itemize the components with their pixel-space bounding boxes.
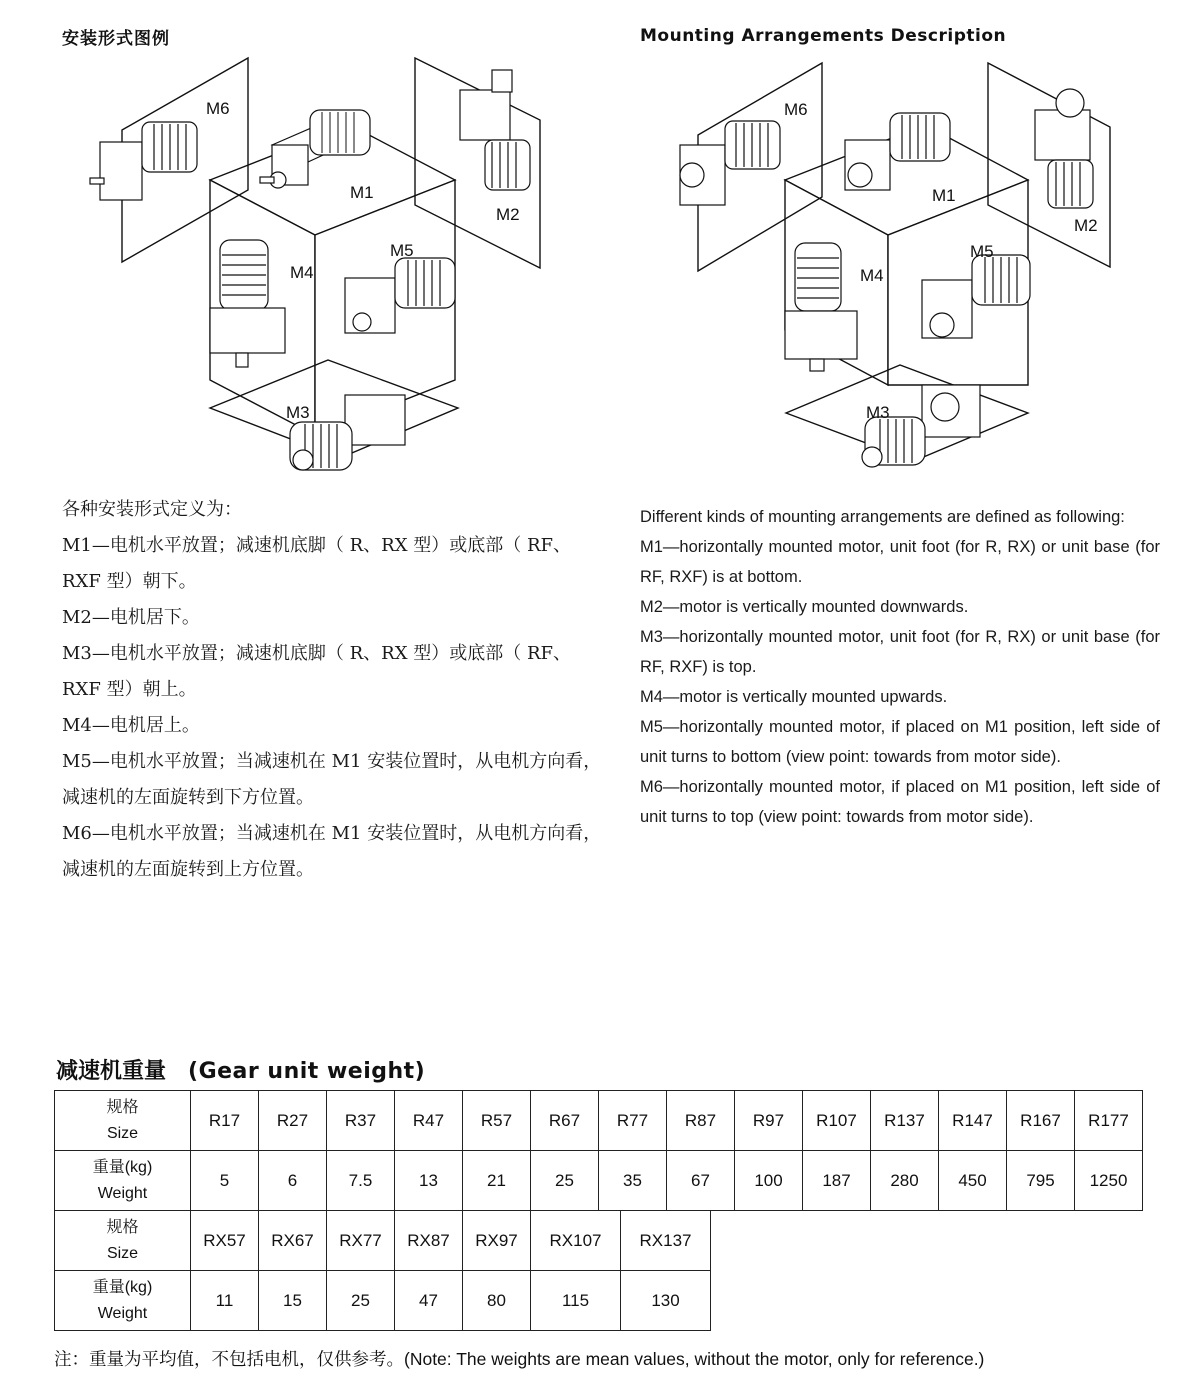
weight-label-en: Weight — [97, 1184, 148, 1202]
description-cn-line: M2—电机居下。 — [62, 607, 200, 628]
diagram-left-label-m5: M5 — [390, 241, 414, 260]
diagram-right-label-m4: M4 — [860, 266, 884, 285]
footnote-en: (Note: The weights are mean values, without the motor, only for reference.) — [404, 1349, 985, 1369]
size-cell: R147 — [939, 1091, 1007, 1151]
weight-cell: 6 — [259, 1151, 327, 1211]
size-label-cn: 规格 — [106, 1218, 139, 1236]
weight-cell: 130 — [621, 1271, 711, 1331]
size-cell: RX87 — [395, 1211, 463, 1271]
diagram-left-label-m2: M2 — [496, 205, 520, 224]
description-en-line: M1—horizontally mounted motor, unit foot (for R, RX) or unit base (for RF, RXF) is at bottom. — [640, 538, 1160, 586]
weight-cell: 21 — [463, 1151, 531, 1211]
table-row-weight — [55, 1271, 711, 1331]
size-header-cell — [55, 1211, 191, 1271]
size-cell: R27 — [259, 1091, 327, 1151]
size-cell: R97 — [735, 1091, 803, 1151]
weight-section-title — [56, 1054, 425, 1085]
diagram-right-label-m6: M6 — [784, 100, 808, 119]
description-en-line: M2—motor is vertically mounted downwards. — [640, 598, 969, 616]
size-cell: R177 — [1075, 1091, 1143, 1151]
size-cell: RX77 — [327, 1211, 395, 1271]
diagram-right-label-m5: M5 — [970, 242, 994, 261]
size-cell: RX97 — [463, 1211, 531, 1271]
size-label-en: Size — [106, 1124, 139, 1142]
description-en-line: M3—horizontally mounted motor, unit foot (for R, RX) or unit base (for RF, RXF) is top. — [640, 628, 1160, 676]
weight-table-r — [54, 1090, 1143, 1211]
weight-label-cn: 重量(kg) — [92, 1278, 153, 1296]
weight-cell: 67 — [667, 1151, 735, 1211]
size-cell: RX107 — [531, 1211, 621, 1271]
weight-header-cell — [55, 1151, 191, 1211]
table-row-weight — [55, 1151, 1143, 1211]
size-cell: R57 — [463, 1091, 531, 1151]
size-cell: R167 — [1007, 1091, 1075, 1151]
description-cn-line: M4—电机居上。 — [62, 715, 200, 736]
description-cn-line: M3—电机水平放置；减速机底脚（ R、RX 型）或底部（ RF、RXF 型）朝上。 — [62, 643, 572, 700]
weight-cell: 187 — [803, 1151, 871, 1211]
weight-cell: 35 — [599, 1151, 667, 1211]
mounting-diagram-right — [660, 55, 1160, 495]
description-en-line: M5—horizontally mounted motor, if placed on M1 position, left side of unit turns to bottom (view point: towards from motor side). — [640, 718, 1160, 766]
size-cell: R17 — [191, 1091, 259, 1151]
weight-cell: 450 — [939, 1151, 1007, 1211]
size-cell: R137 — [871, 1091, 939, 1151]
description-en — [640, 502, 1160, 832]
description-cn-line: M1—电机水平放置；减速机底脚（ R、RX 型）或底部（ RF、RXF 型）朝下。 — [62, 535, 572, 592]
table-row-size — [55, 1091, 1143, 1151]
weight-cell: 25 — [531, 1151, 599, 1211]
mounting-diagram-right-svg — [660, 55, 1160, 495]
weight-label-cn: 重量(kg) — [92, 1158, 153, 1176]
footnote — [54, 1346, 984, 1371]
diagram-left-label-m3: M3 — [286, 403, 310, 422]
size-cell: R107 — [803, 1091, 871, 1151]
weight-cell: 80 — [463, 1271, 531, 1331]
weight-title-en: (Gear unit weight) — [188, 1059, 426, 1084]
size-cell: R47 — [395, 1091, 463, 1151]
description-en-line: M4—motor is vertically mounted upwards. — [640, 688, 948, 706]
weight-cell: 100 — [735, 1151, 803, 1211]
description-cn-line: M5—电机水平放置；当减速机在 M1 安装位置时，从电机方向看，减速机的左面旋转到下方位置。 — [62, 751, 602, 808]
weight-cell: 25 — [327, 1271, 395, 1331]
weight-cell: 13 — [395, 1151, 463, 1211]
size-label-cn: 规格 — [106, 1098, 139, 1116]
mounting-diagram-left — [60, 50, 580, 490]
description-cn-line: M6—电机水平放置；当减速机在 M1 安装位置时，从电机方向看，减速机的左面旋转到上方位置。 — [62, 823, 602, 880]
weight-cell: 1250 — [1075, 1151, 1143, 1211]
weight-cell: 795 — [1007, 1151, 1075, 1211]
weight-cell: 5 — [191, 1151, 259, 1211]
weight-cell: 115 — [531, 1271, 621, 1331]
size-cell: R67 — [531, 1091, 599, 1151]
mounting-diagram-left-svg — [60, 50, 580, 490]
description-cn — [62, 492, 602, 888]
weight-cell: 280 — [871, 1151, 939, 1211]
weight-title-cn: 减速机重量 — [56, 1059, 167, 1084]
diagram-right-label-m1: M1 — [932, 186, 956, 205]
description-en-line: M6—horizontally mounted motor, if placed on M1 position, left side of unit turns to top (view point: towards from motor side). — [640, 778, 1160, 826]
size-cell: RX57 — [191, 1211, 259, 1271]
weight-label-en: Weight — [97, 1304, 148, 1322]
description-cn-line: 各种安装形式定义为： — [62, 499, 242, 520]
size-cell: RX67 — [259, 1211, 327, 1271]
weight-table-rx — [54, 1210, 711, 1331]
size-label-en: Size — [106, 1244, 139, 1262]
weight-cell: 11 — [191, 1271, 259, 1331]
diagram-left-label-m6: M6 — [206, 99, 230, 118]
size-cell: R77 — [599, 1091, 667, 1151]
weight-cell: 7.5 — [327, 1151, 395, 1211]
footnote-cn: 注：重量为平均值，不包括电机，仅供参考。 — [54, 1350, 404, 1370]
diagram-right-label-m2: M2 — [1074, 216, 1098, 235]
weight-cell: 47 — [395, 1271, 463, 1331]
size-header-cell — [55, 1091, 191, 1151]
weight-header-cell — [55, 1271, 191, 1331]
diagram-right-label-m3: M3 — [866, 403, 890, 422]
heading-en: Mounting Arrangements Description — [640, 26, 1007, 46]
diagram-left-label-m1: M1 — [350, 183, 374, 202]
weight-cell: 15 — [259, 1271, 327, 1331]
size-cell: R37 — [327, 1091, 395, 1151]
size-cell: RX137 — [621, 1211, 711, 1271]
table-row-size — [55, 1211, 711, 1271]
heading-cn: 安装形式图例 — [62, 29, 170, 49]
diagram-left-label-m4: M4 — [290, 263, 314, 282]
size-cell: R87 — [667, 1091, 735, 1151]
description-en-line: Different kinds of mounting arrangements are defined as following: — [640, 508, 1125, 526]
